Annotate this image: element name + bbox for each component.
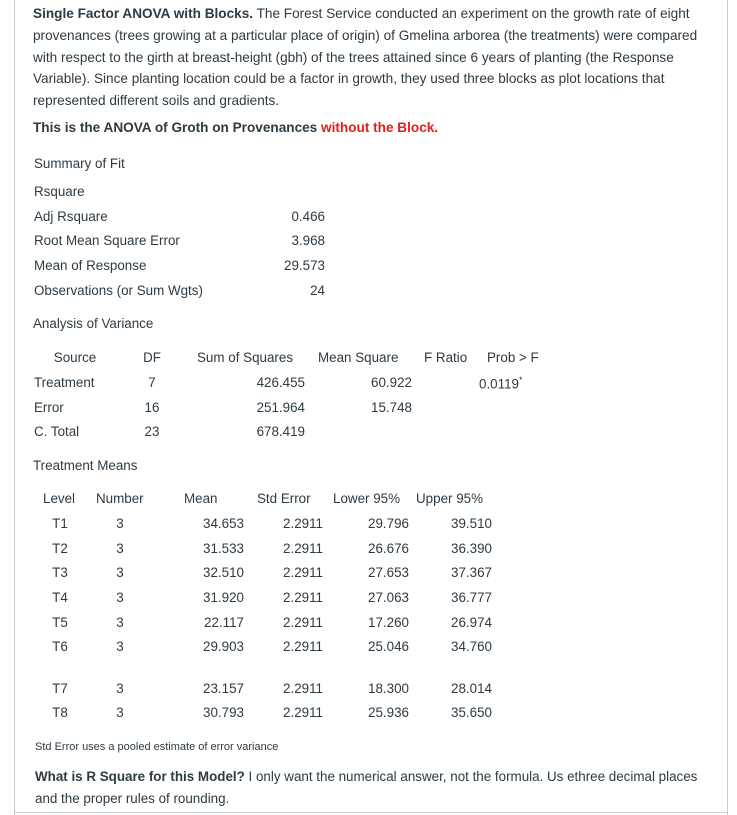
anova-p-value: 0.0119 xyxy=(479,376,519,392)
summary-heading: Summary of Fit xyxy=(34,156,125,171)
panel-border-left xyxy=(14,0,15,660)
means-header-level: Level xyxy=(43,491,76,506)
means-number: 3 xyxy=(116,615,124,630)
means-upper95: 26.974 xyxy=(451,615,492,630)
anova-header-df: DF xyxy=(143,350,161,365)
question-bold: What is R Square for this Model? xyxy=(35,769,245,784)
means-level: T3 xyxy=(52,565,68,580)
anova-header-f: F Ratio xyxy=(424,350,468,365)
means-mean: 30.793 xyxy=(203,705,244,720)
means-std-error: 2.2911 xyxy=(283,705,323,720)
anova-source: Error xyxy=(34,400,64,415)
means-level: T2 xyxy=(52,541,68,556)
means-upper95: 37.367 xyxy=(451,565,492,580)
means-header-upper: Upper 95% xyxy=(416,491,483,506)
means-std-error: 2.2911 xyxy=(283,681,323,696)
means-number: 3 xyxy=(116,516,124,531)
means-lower95: 25.936 xyxy=(368,705,409,720)
panel-border-bottom xyxy=(14,812,728,813)
means-header-number: Number xyxy=(96,491,144,506)
intro-lead: Single Factor ANOVA with Blocks. xyxy=(33,6,254,21)
anova-ss: 251.964 xyxy=(256,400,305,415)
means-upper95: 36.390 xyxy=(451,541,492,556)
significance-mark: * xyxy=(518,375,523,385)
means-header-mean: Mean xyxy=(184,491,218,506)
anova-source: Treatment xyxy=(34,375,95,390)
anova-df: 23 xyxy=(144,424,160,439)
summary-value: 24 xyxy=(310,283,325,298)
means-std-error: 2.2911 xyxy=(283,541,323,556)
anova-header-source: Source xyxy=(53,350,97,365)
means-number: 3 xyxy=(116,565,124,580)
anova-header-ss: Sum of Squares xyxy=(197,350,294,365)
means-upper95: 36.777 xyxy=(451,590,492,605)
subtitle-highlight: without the Block. xyxy=(321,120,439,135)
anova-subtitle xyxy=(33,120,438,135)
anova-ms: 15.748 xyxy=(371,400,412,415)
means-std-error: 2.2911 xyxy=(283,615,323,630)
means-upper95: 39.510 xyxy=(451,516,492,531)
summary-label: Observations (or Sum Wgts) xyxy=(34,283,203,298)
summary-value: 29.573 xyxy=(284,258,325,273)
means-number: 3 xyxy=(116,681,124,696)
anova-df: 16 xyxy=(144,400,160,415)
question-text xyxy=(35,766,715,810)
summary-value: 0.466 xyxy=(291,209,325,224)
means-lower95: 26.676 xyxy=(368,541,409,556)
means-number: 3 xyxy=(116,705,124,720)
summary-label: Mean of Response xyxy=(34,258,147,273)
means-mean: 23.157 xyxy=(203,681,244,696)
anova-ms: 60.922 xyxy=(371,375,412,390)
means-level: T1 xyxy=(52,516,68,531)
intro-body: The Forest Service conducted an experiment on the growth rate of eight provenances (trees growing at a particular place of origin) of Gmelina arborea (the treatments) were compared with respect to the girth at breast-height (gbh) of the trees attained since 6 years of planting (the Response Variable). Since planting location could be a factor in growth, they used three blocks as plot locations that represented different soils and gradients. xyxy=(33,6,698,109)
means-level: T5 xyxy=(52,615,68,630)
means-mean: 34.653 xyxy=(203,516,244,531)
means-lower95: 18.300 xyxy=(368,681,409,696)
means-number: 3 xyxy=(116,541,124,556)
panel-border-right xyxy=(727,0,728,815)
intro-paragraph xyxy=(33,3,723,112)
subtitle-text: This is the ANOVA of Groth on Provenances xyxy=(33,120,318,135)
means-heading: Treatment Means xyxy=(33,458,138,473)
means-header-se: Std Error xyxy=(257,491,311,506)
anova-header-p: Prob > F xyxy=(487,350,539,365)
means-number: 3 xyxy=(116,590,124,605)
anova-df: 7 xyxy=(148,375,156,390)
means-mean: 31.920 xyxy=(203,590,244,605)
anova-heading: Analysis of Variance xyxy=(33,316,154,331)
question-body: I only want the numerical answer, not the formula. Us ethree decimal places and the proper rules of rounding. xyxy=(35,769,698,806)
means-std-error: 2.2911 xyxy=(283,639,323,654)
means-number: 3 xyxy=(116,639,124,654)
summary-value: 3.968 xyxy=(291,233,325,248)
means-mean: 22.117 xyxy=(204,615,244,630)
means-std-error: 2.2911 xyxy=(283,590,323,605)
means-level: T8 xyxy=(52,705,68,720)
means-lower95: 27.063 xyxy=(368,590,409,605)
means-lower95: 25.046 xyxy=(368,639,409,654)
anova-source: C. Total xyxy=(34,424,80,439)
anova-ss: 426.455 xyxy=(256,375,305,390)
means-std-error: 2.2911 xyxy=(283,565,323,580)
means-std-error: 2.2911 xyxy=(283,516,323,531)
means-level: T4 xyxy=(52,590,68,605)
anova-p xyxy=(479,375,522,391)
means-header-lower: Lower 95% xyxy=(333,491,400,506)
means-level: T6 xyxy=(52,639,68,654)
means-lower95: 29.796 xyxy=(368,516,409,531)
means-mean: 32.510 xyxy=(203,565,244,580)
means-lower95: 17.260 xyxy=(368,615,409,630)
panel-border-left-lower xyxy=(14,660,15,815)
means-lower95: 27.653 xyxy=(368,565,409,580)
anova-header-ms: Mean Square xyxy=(318,350,399,365)
means-upper95: 28.014 xyxy=(451,681,492,696)
summary-label: Rsquare xyxy=(34,184,85,199)
means-mean: 29.903 xyxy=(203,639,244,654)
summary-label: Adj Rsquare xyxy=(34,209,108,224)
means-mean: 31.533 xyxy=(203,541,244,556)
means-upper95: 34.760 xyxy=(451,639,492,654)
means-footnote: Std Error uses a pooled estimate of error variance xyxy=(35,741,279,753)
means-level: T7 xyxy=(52,681,68,696)
summary-label: Root Mean Square Error xyxy=(34,233,180,248)
anova-ss: 678.419 xyxy=(256,424,305,439)
means-upper95: 35.650 xyxy=(451,705,492,720)
